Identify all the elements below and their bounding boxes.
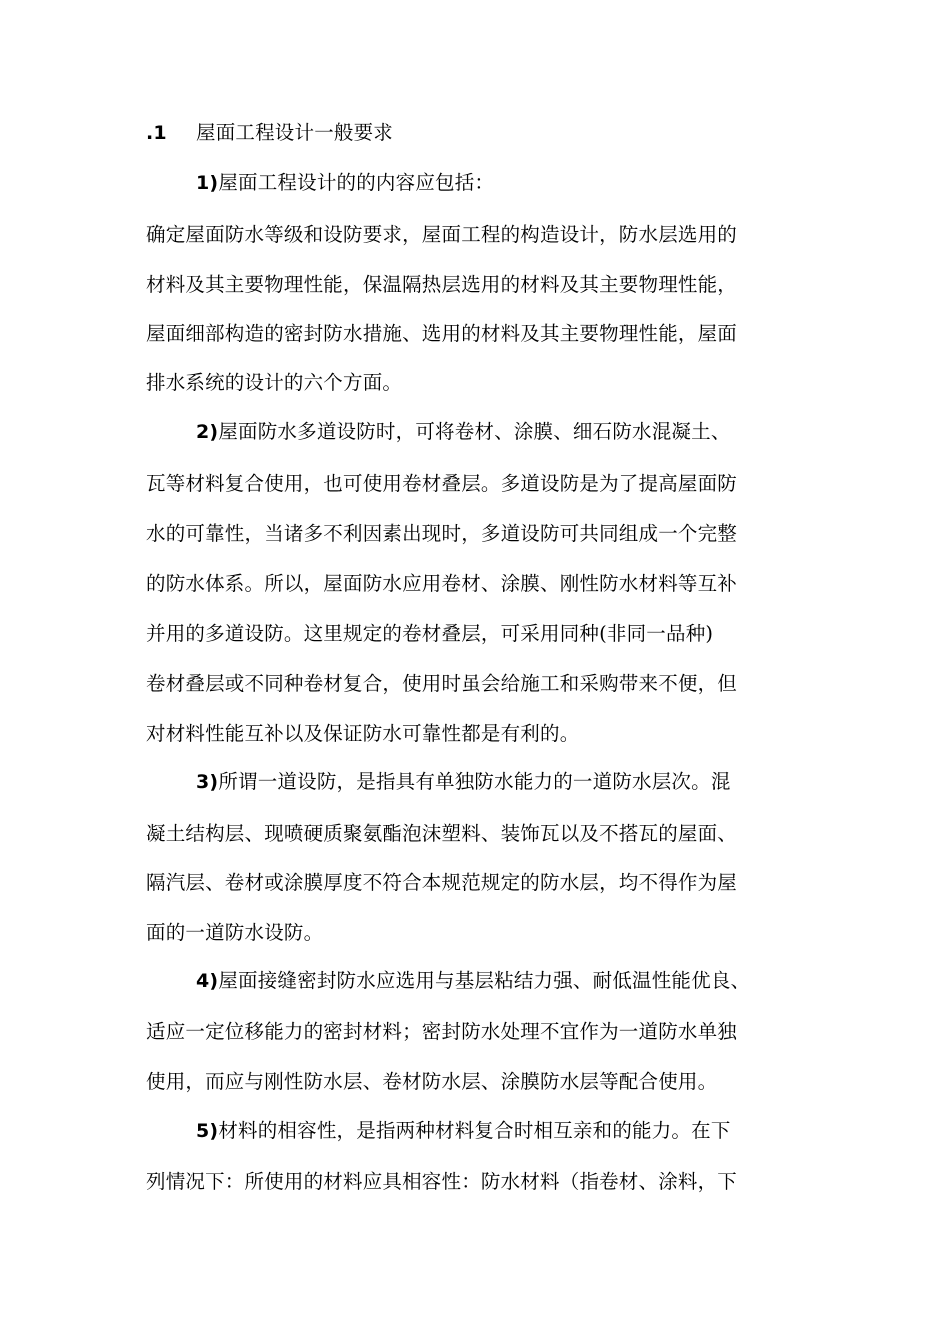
paragraph-1-line-3: 材料及其主要物理性能，保温隔热层选用的材料及其主要物理性能， xyxy=(146,273,738,296)
item-number: 4) xyxy=(196,970,219,992)
paragraph-5-line-1 xyxy=(196,1117,876,1145)
item-number: 1) xyxy=(196,172,219,194)
paragraph-text: 屋面防水多道设防时，可将卷材、涂膜、细石防水混凝土、 xyxy=(218,420,731,443)
paragraph-1-line-2: 确定屋面防水等级和设防要求，屋面工程的构造设计，防水层选用的 xyxy=(146,223,738,246)
paragraph-2-line-3: 水的可靠性，当诸多不利因素出现时，多道设防可共同组成一个完整 xyxy=(146,522,738,545)
paragraph-3-line-3: 隔汽层、卷材或涂膜厚度不符合本规范规定的防水层，均不得作为屋 xyxy=(146,871,738,894)
paragraph-4-line-3: 使用，而应与刚性防水层、卷材防水层、涂膜防水层等配合使用。 xyxy=(146,1070,718,1093)
paragraph-4-line-2: 适应一定位移能力的密封材料；密封防水处理不宜作为一道防水单独 xyxy=(146,1020,738,1043)
paragraph-3-line-2: 凝土结构层、现喷硬质聚氨酯泡沫塑料、装饰瓦以及不搭瓦的屋面、 xyxy=(146,822,738,845)
section-heading xyxy=(146,119,826,147)
paragraph-5-line-2: 列情况下：所使用的材料应具相容性：防水材料（指卷材、涂料，下 xyxy=(146,1170,738,1193)
paragraph-2-line-5: 并用的多道设防。这里规定的卷材叠层，可采用同种(非同一品种) xyxy=(146,622,714,645)
paragraph-1-line-1 xyxy=(196,169,876,197)
paragraph-text: 屋面工程设计的的内容应包括： xyxy=(218,171,495,194)
item-number: 2) xyxy=(196,421,219,443)
paragraph-2-line-1 xyxy=(196,418,876,446)
paragraph-3-line-1 xyxy=(196,768,876,796)
paragraph-4-line-1 xyxy=(196,967,876,995)
paragraph-1-line-4: 屋面细部构造的密封防水措施、选用的材料及其主要物理性能，屋面 xyxy=(146,322,738,345)
section-title: 屋面工程设计一般要求 xyxy=(196,121,394,144)
paragraph-text: 屋面接缝密封防水应选用与基层粘结力强、耐低温性能优良、 xyxy=(218,969,751,992)
paragraph-2-line-7: 对材料性能互补以及保证防水可靠性都是有利的。 xyxy=(146,722,580,745)
paragraph-text: 所谓一道设防，是指具有单独防水能力的一道防水层次。混 xyxy=(218,770,731,793)
paragraph-2-line-4: 的防水体系。所以，屋面防水应用卷材、涂膜、刚性防水材料等互补 xyxy=(146,572,738,595)
item-number: 5) xyxy=(196,1120,219,1142)
paragraph-2-line-2: 瓦等材料复合使用，也可使用卷材叠层。多道设防是为了提高屋面防 xyxy=(146,472,738,495)
item-number: 3) xyxy=(196,771,219,793)
paragraph-3-line-4: 面的一道防水设防。 xyxy=(146,921,324,944)
paragraph-1-line-5: 排水系统的设计的六个方面。 xyxy=(146,371,403,394)
section-number: .1 xyxy=(146,122,167,144)
paragraph-2-line-6: 卷材叠层或不同种卷材复合，使用时虽会给施工和采购带来不便，但 xyxy=(146,672,738,695)
paragraph-text: 材料的相容性，是指两种材料复合时相互亲和的能力。在下 xyxy=(218,1119,731,1142)
